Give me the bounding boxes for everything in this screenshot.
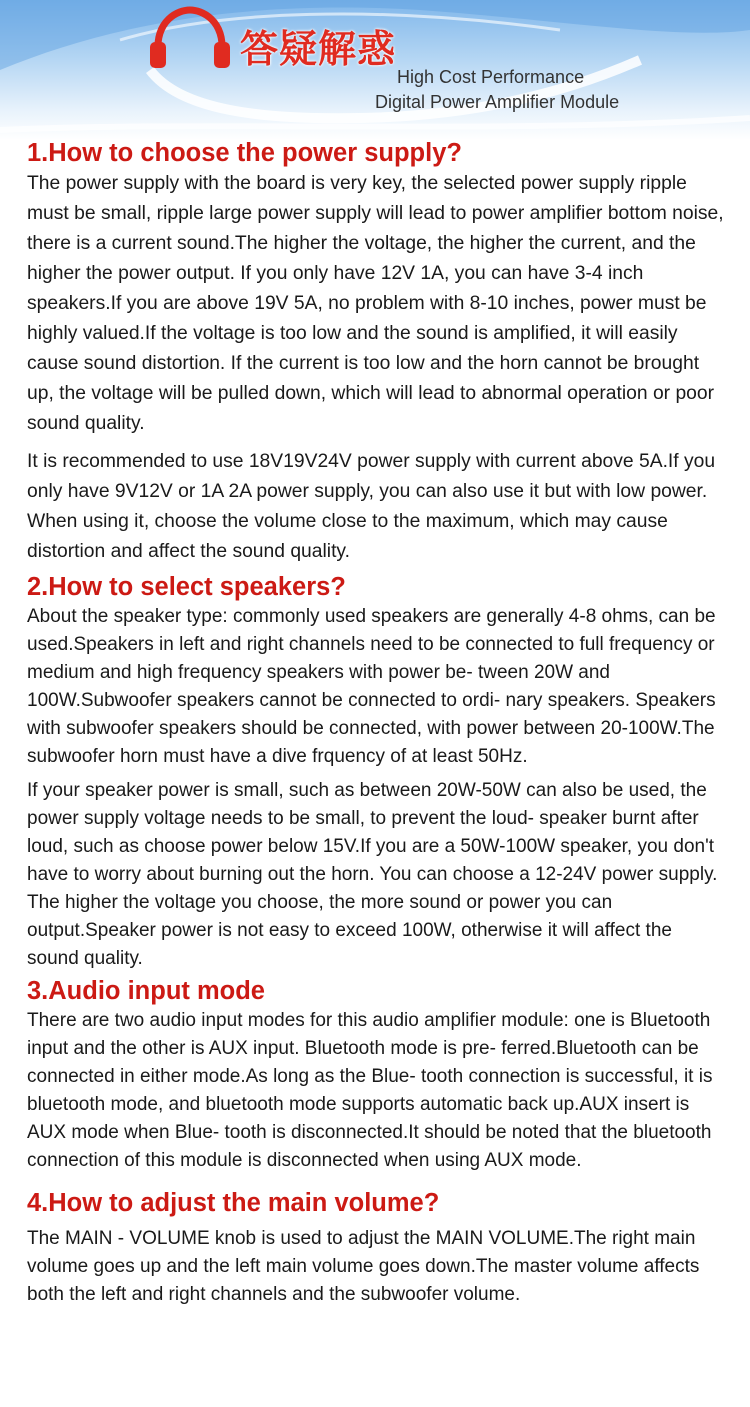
section-heading: 2.How to select speakers? xyxy=(27,573,346,601)
page-header xyxy=(0,0,750,140)
header-subtitle-line2: Digital Power Amplifier Module xyxy=(375,92,620,112)
section-paragraph: There are two audio input modes for this audio amplifier module: one is Bluetooth input and the other is AUX input. Bluetooth mode is pre- ferred.Bluetooth can be connected in either mode.As long as the Blue- tooth connection is successful, it is bluetooth mode, and bluetooth mode supports automatic back up.AUX insert is AUX mode when Blue- tooth is disconnected.It should be noted that the bluetooth connection of this module is disconnected when using AUX mode. xyxy=(27,1010,713,1171)
headphones-icon xyxy=(148,6,232,70)
header-title: 答疑解惑 xyxy=(240,27,397,71)
section-heading: 3.Audio input mode xyxy=(27,977,265,1005)
section-paragraph: The MAIN - VOLUME knob is used to adjust the MAIN VOLUME.The right main volume goes up and the left main volume goes down.The master volume affects both the left and right channels and the subwoofer volume. xyxy=(27,1228,700,1305)
section-power-supply xyxy=(27,137,727,567)
header-subtitle-line1: High Cost Performance xyxy=(397,67,585,87)
section-paragraph: It is recommended to use 18V19V24V power supply with current above 5A.If you only have 9V12V or 1A 2A power supply, you can also use it but with low power. When using it, choose the volume close to the maximum, which may cause distortion and affect the sound quality. xyxy=(27,451,716,562)
section-heading: 1.How to choose the power supply? xyxy=(27,139,462,167)
section-speakers xyxy=(27,571,727,973)
section-main-volume xyxy=(27,1187,727,1309)
faq-content xyxy=(27,137,727,1309)
section-heading: 4.How to adjust the main volume? xyxy=(27,1189,440,1217)
section-paragraph: If your speaker power is small, such as between 20W-50W can also be used, the power supply voltage needs to be small, to prevent the loud- speaker burnt after loud, such as choose power below 15V.If you are a 50W-100W speaker, you don't have to worry about burning out the horn. You can choose a 12-24V power supply. The higher the voltage you choose, the more sound or power you can output.Speaker power is not easy to exceed 100W, otherwise it will affect the sound quality. xyxy=(27,780,718,969)
section-paragraph: The power supply with the board is very key, the selected power supply ripple must be small, ripple large power supply will lead to power amplifier bottom noise, there is a current sound.The higher the voltage, the higher the current, and the higher the power output. If you only have 12V 1A, you can have 3-4 inch speakers.If you are above 19V 5A, no problem with 8-10 inches, power must be highly valued.If the voltage is too low and the sound is amplified, it will easily cause sound distortion. If the current is too low and the horn cannot be brought up, the voltage will be pulled down, which will lead to abnormal operation or poor sound quality. xyxy=(27,173,724,434)
section-audio-input xyxy=(27,975,727,1175)
section-paragraph: About the speaker type: commonly used speakers are generally 4-8 ohms, can be used.Speakers in left and right channels need to be connected to full frequency or medium and high frequency speakers with power be- tween 20W and 100W.Subwoofer speakers cannot be connected to ordi- nary speakers. Speakers with subwoofer speakers should be connected, with power between 20-100W.The subwoofer horn must have a dive frquency of at least 50Hz. xyxy=(27,606,716,767)
